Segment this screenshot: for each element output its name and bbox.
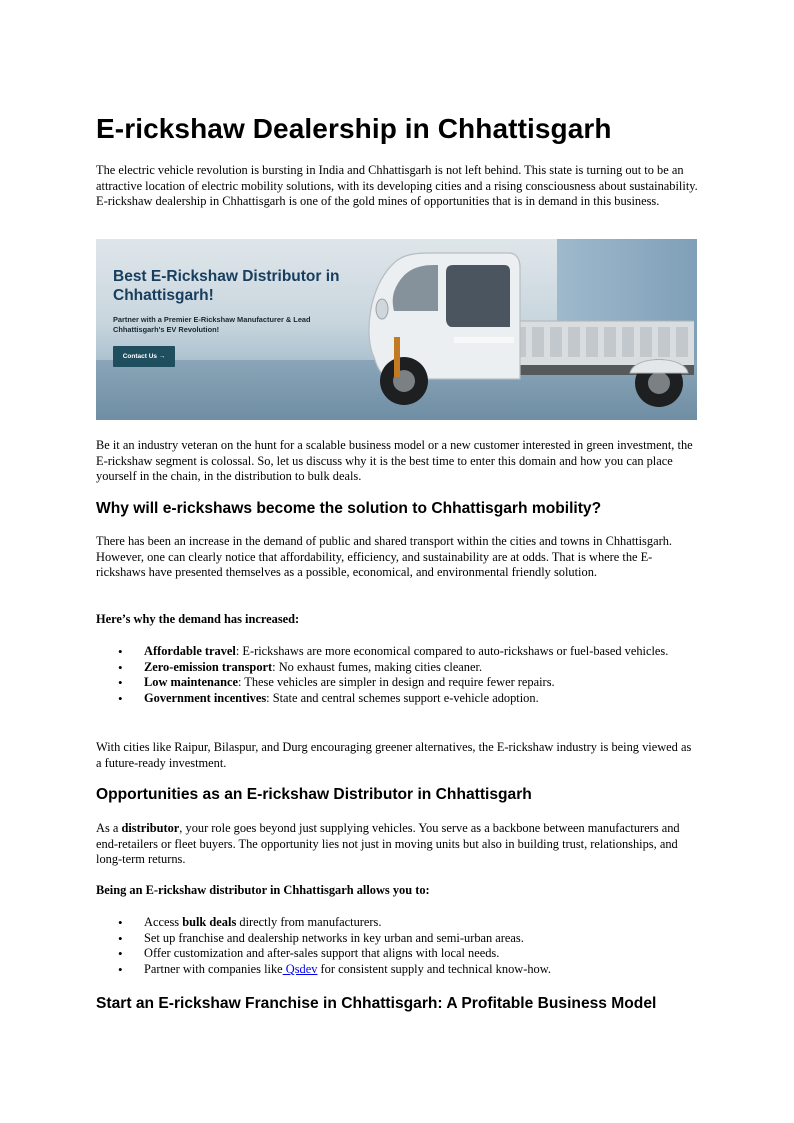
promo-banner[interactable] bbox=[96, 239, 697, 420]
list-item: • Government incentives: State and central schemes support e-vehicle adoption. bbox=[96, 691, 698, 707]
contact-us-button[interactable]: Contact Us → bbox=[113, 346, 175, 367]
page-title: E-rickshaw Dealership in Chhattisgarh bbox=[96, 113, 612, 144]
paragraph-investment: Be it an industry veteran on the hunt for a scalable business model or a new customer interested in green investment, the E-rickshaw segment is colossal. So, let us discuss why it is the best time to enter this domain and how you can place yourself in the chain, in the distribution to bulk deals. bbox=[96, 438, 693, 484]
intro-paragraph: The electric vehicle revolution is bursting in India and Chhattisgarh is not left behind. This state is turning out to be an attractive location of electric mobility solutions, with its developing cities and a rising consciousness about sustainability. E-rickshaw dealership in Chhattisgarh is one of the gold mines of opportunities that is in demand in this business. bbox=[96, 163, 698, 209]
list-item: • Partner with companies like Qsdev for consistent supply and technical know-how. bbox=[96, 962, 698, 978]
paragraph-cities: With cities like Raipur, Bilaspur, and Durg encouraging greener alternatives, the E-rickshaw industry is being viewed as a future-ready investment. bbox=[96, 740, 692, 770]
demand-reasons-list bbox=[96, 644, 698, 706]
banner-title: Best E-Rickshaw Distributor in Chhattisgarh! bbox=[113, 268, 340, 304]
list-item: • Set up franchise and dealership networks in key urban and semi-urban areas. bbox=[96, 931, 698, 947]
distributor-lead: Being an E-rickshaw distributor in Chhattisgarh allows you to: bbox=[96, 883, 430, 897]
list-item: • Offer customization and after-sales support that aligns with local needs. bbox=[96, 946, 698, 962]
demand-lead: Here’s why the demand has increased: bbox=[96, 612, 300, 626]
list-item: • Low maintenance: These vehicles are simpler in design and require fewer repairs. bbox=[96, 675, 698, 691]
list-item: • Zero-emission transport: No exhaust fumes, making cities cleaner. bbox=[96, 660, 698, 676]
list-item: • Access bulk deals directly from manufacturers. bbox=[96, 915, 698, 931]
heading-why-erickshaws: Why will e-rickshaws become the solution to Chhattisgarh mobility? bbox=[96, 500, 602, 517]
e-rickshaw-loader-illustration bbox=[334, 247, 694, 415]
banner-subtitle: Partner with a Premier E-Rickshaw Manufacturer & Lead Chhattisgarh's EV Revolution! bbox=[113, 315, 311, 334]
paragraph-demand: There has been an increase in the demand of public and shared transport within the cities and towns in Chhattisgarh. However, one can clearly notice that affordability, efficiency, and sustainability are at odds. That is where the E-rickshaws have presented themselves as a possible, economical, and environmental friendly solution. bbox=[96, 534, 672, 580]
paragraph-distributor-role: As a distributor, your role goes beyond just supplying vehicles. You serve as a backbone between manufacturers and end-retailers or fleet buyers. The opportunity lies not just in moving units but also in building trust, relationships, and long-term returns. bbox=[96, 821, 680, 867]
qsdev-link[interactable]: Qsdev bbox=[282, 961, 318, 976]
heading-opportunities: Opportunities as an E-rickshaw Distributor in Chhattisgarh bbox=[96, 786, 532, 803]
heading-franchise: Start an E-rickshaw Franchise in Chhattisgarh: A Profitable Business Model bbox=[96, 995, 657, 1012]
distributor-benefits-list bbox=[96, 915, 698, 977]
list-item: • Affordable travel: E-rickshaws are more economical compared to auto-rickshaws or fuel-based vehicles. bbox=[96, 644, 698, 660]
